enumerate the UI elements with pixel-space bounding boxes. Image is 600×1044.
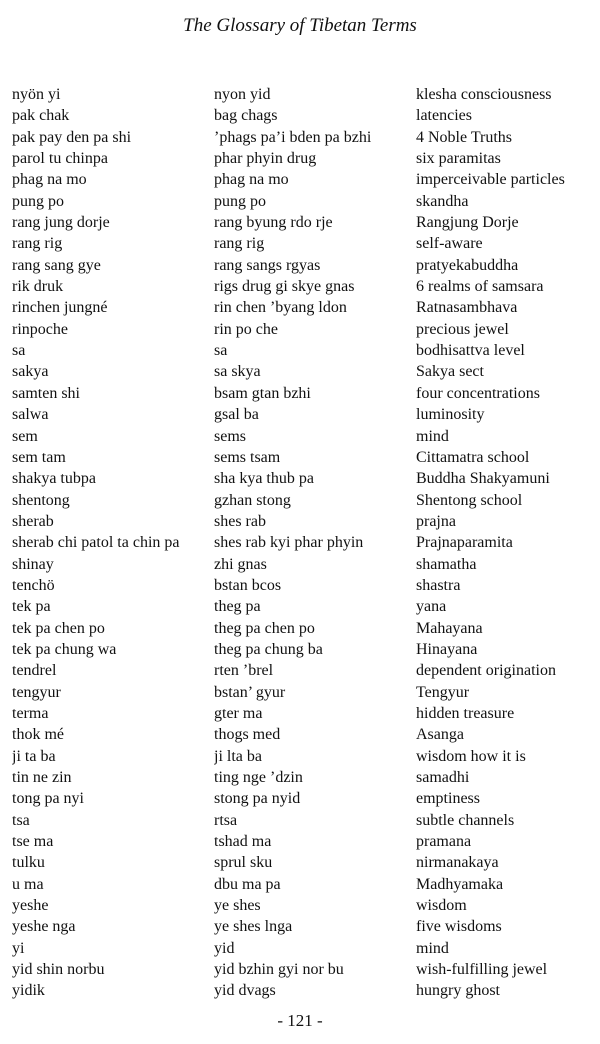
phonetic-term: yidik [12, 982, 45, 1000]
glossary-table [12, 84, 600, 1002]
glossary-row [12, 810, 600, 831]
english-translation: 4 Noble Truths [416, 128, 513, 146]
english-translation: latencies [416, 107, 472, 125]
english-translation: klesha consciousness [416, 86, 552, 103]
phonetic-term: yeshe [12, 897, 49, 915]
wylie-transliteration: shes rab [214, 512, 266, 530]
glossary-row [12, 831, 600, 852]
glossary-row [12, 746, 600, 767]
english-translation: samadhi [416, 769, 470, 786]
phonetic-term: ji ta ba [12, 747, 56, 765]
english-translation: dependent origination [416, 662, 556, 680]
english-translation: Tengyur [416, 683, 470, 701]
phonetic-term: tek pa [12, 598, 51, 616]
phonetic-term: nyön yi [12, 86, 61, 103]
wylie-transliteration: yid [214, 939, 235, 957]
glossary-row [12, 916, 600, 937]
english-translation: Hinayana [416, 640, 478, 658]
glossary-row [12, 361, 600, 382]
glossary-row [12, 447, 600, 468]
phonetic-term: pak chak [12, 107, 70, 125]
phonetic-term: rik druk [12, 278, 64, 296]
phonetic-term: tulku [12, 854, 45, 872]
running-header: The Glossary of Tibetan Terms [183, 15, 417, 36]
english-translation: hidden treasure [416, 704, 515, 722]
english-translation: Madhyamaka [416, 875, 504, 893]
phonetic-term: sherab chi patol ta chin pa [12, 534, 180, 552]
wylie-transliteration: sprul sku [214, 854, 273, 872]
glossary-row [12, 340, 600, 361]
phonetic-term: shakya tubpa [12, 470, 96, 488]
english-translation: hungry ghost [416, 982, 500, 1000]
glossary-row [12, 980, 600, 1001]
glossary-row [12, 895, 600, 916]
english-translation: shastra [416, 576, 461, 594]
phonetic-term: tin ne zin [12, 769, 72, 786]
english-translation: Ratnasambhava [416, 299, 518, 317]
wylie-transliteration: rang byung rdo rje [214, 214, 333, 232]
english-translation: precious jewel [416, 320, 509, 338]
glossary-row [12, 532, 600, 553]
english-translation: pramana [416, 833, 472, 851]
glossary-row [12, 191, 600, 212]
wylie-transliteration: theg pa chung ba [214, 640, 323, 658]
glossary-row [12, 233, 600, 254]
phonetic-term: tendrel [12, 662, 57, 680]
wylie-transliteration: yid dvags [214, 982, 276, 1000]
phonetic-term: yeshe nga [12, 918, 76, 936]
phonetic-term: yi [12, 939, 25, 957]
phonetic-term: sem tam [12, 448, 66, 466]
english-translation: imperceivable particles [416, 171, 565, 189]
wylie-transliteration: bag chags [214, 107, 278, 125]
glossary-row [12, 169, 600, 190]
glossary-row [12, 148, 600, 169]
phonetic-term: yid shin norbu [12, 961, 105, 979]
glossary-row [12, 788, 600, 809]
wylie-transliteration: bstan bcos [214, 576, 282, 594]
wylie-transliteration: shes rab kyi phar phyin [214, 534, 364, 552]
wylie-transliteration: zhi gnas [214, 555, 267, 573]
wylie-transliteration: nyon yid [214, 86, 271, 103]
wylie-transliteration: ye shes [214, 897, 261, 915]
glossary-row [12, 426, 600, 447]
english-translation: emptiness [416, 790, 480, 808]
glossary-row [12, 938, 600, 959]
phonetic-term: phag na mo [12, 171, 87, 189]
glossary-row [12, 212, 600, 233]
phonetic-term: rang jung dorje [12, 214, 110, 232]
wylie-transliteration: dbu ma pa [214, 875, 281, 893]
phonetic-term: tengyur [12, 683, 61, 701]
glossary-row [12, 511, 600, 532]
phonetic-term: shentong [12, 491, 70, 509]
english-translation: Mahayana [416, 619, 483, 637]
glossary-row [12, 767, 600, 788]
glossary-row [12, 490, 600, 511]
wylie-transliteration: rtsa [214, 811, 238, 829]
english-translation: Sakya sect [416, 363, 484, 381]
english-translation: four concentrations [416, 384, 540, 402]
english-translation: nirmanakaya [416, 854, 499, 872]
phonetic-term: sherab [12, 512, 54, 530]
glossary-row [12, 255, 600, 276]
phonetic-term: pak pay den pa shi [12, 128, 132, 146]
phonetic-term: salwa [12, 406, 49, 424]
wylie-transliteration: theg pa [214, 598, 261, 616]
wylie-transliteration: bsam gtan bzhi [214, 384, 311, 402]
glossary-row [12, 554, 600, 575]
phonetic-term: tsa [12, 811, 30, 829]
glossary-row [12, 84, 600, 105]
wylie-transliteration: stong pa nyid [214, 790, 301, 808]
phonetic-term: tong pa nyi [12, 790, 84, 808]
glossary-row [12, 319, 600, 340]
english-translation: six paramitas [416, 150, 501, 168]
phonetic-term: terma [12, 704, 49, 722]
wylie-transliteration: yid bzhin gyi nor bu [214, 961, 344, 979]
wylie-transliteration: gter ma [214, 704, 263, 722]
wylie-transliteration: ye shes lnga [214, 918, 293, 936]
wylie-transliteration: thogs med [214, 726, 281, 744]
glossary-row [12, 276, 600, 297]
english-translation: Asanga [416, 726, 464, 744]
glossary-row [12, 404, 600, 425]
english-translation: luminosity [416, 406, 485, 424]
phonetic-term: tek pa chung wa [12, 640, 117, 658]
glossary-row [12, 682, 600, 703]
wylie-transliteration: rin chen ’byang ldon [214, 299, 347, 317]
glossary-row [12, 639, 600, 660]
wylie-transliteration: sa [214, 342, 228, 360]
english-translation: Cittamatra school [416, 448, 530, 466]
english-translation: self-aware [416, 235, 483, 253]
english-translation: pratyekabuddha [416, 256, 519, 274]
glossary-row [12, 852, 600, 873]
glossary-row [12, 105, 600, 126]
wylie-transliteration: pung po [214, 192, 266, 210]
glossary-row [12, 468, 600, 489]
glossary-row [12, 724, 600, 745]
phonetic-term: tse ma [12, 833, 54, 851]
phonetic-term: pung po [12, 192, 64, 210]
english-translation: 6 realms of samsara [416, 278, 544, 296]
wylie-transliteration: rten ’brel [214, 662, 274, 680]
page-number: - 121 - [277, 1011, 323, 1030]
english-translation: bodhisattva level [416, 342, 525, 360]
glossary-row [12, 959, 600, 980]
english-translation: five wisdoms [416, 918, 502, 936]
wylie-transliteration: phag na mo [214, 171, 289, 189]
phonetic-term: shinay [12, 555, 54, 573]
phonetic-term: parol tu chinpa [12, 150, 108, 168]
phonetic-term: rinpoche [12, 320, 68, 338]
wylie-transliteration: tshad ma [214, 833, 272, 851]
phonetic-term: rang sang gye [12, 256, 101, 274]
glossary-row [12, 874, 600, 895]
phonetic-term: rinchen jungné [12, 299, 108, 317]
wylie-transliteration: phar phyin drug [214, 150, 317, 168]
english-translation: Shentong school [416, 491, 523, 509]
wylie-transliteration: sems tsam [214, 448, 281, 466]
phonetic-term: sa [12, 342, 26, 360]
glossary-row [12, 660, 600, 681]
wylie-transliteration: rang rig [214, 235, 265, 253]
phonetic-term: samten shi [12, 384, 80, 402]
wylie-transliteration: ji lta ba [214, 747, 262, 765]
wylie-transliteration: sa skya [214, 363, 261, 381]
english-translation: yana [416, 598, 447, 616]
phonetic-term: rang rig [12, 235, 63, 253]
english-translation: prajna [416, 512, 456, 530]
wylie-transliteration: ting nge ’dzin [214, 769, 303, 786]
phonetic-term: tenchö [12, 576, 55, 594]
wylie-transliteration: theg pa chen po [214, 619, 315, 637]
phonetic-term: u ma [12, 875, 44, 893]
wylie-transliteration: bstan’ gyur [214, 683, 286, 701]
english-translation: Rangjung Dorje [416, 214, 519, 232]
english-translation: mind [416, 427, 449, 445]
english-translation: wish-fulfilling jewel [416, 961, 548, 979]
glossary-row [12, 596, 600, 617]
wylie-transliteration: gsal ba [214, 406, 259, 424]
wylie-transliteration: rigs drug gi skye gnas [214, 278, 355, 296]
glossary-row [12, 575, 600, 596]
glossary-row [12, 127, 600, 148]
glossary-row [12, 383, 600, 404]
english-translation: skandha [416, 192, 469, 210]
wylie-transliteration: ’phags pa’i bden pa bzhi [214, 128, 372, 146]
english-translation: subtle channels [416, 811, 515, 829]
english-translation: Prajnaparamita [416, 534, 513, 552]
wylie-transliteration: sha kya thub pa [214, 470, 314, 488]
wylie-transliteration: rang sangs rgyas [214, 256, 321, 274]
english-translation: Buddha Shakyamuni [416, 470, 550, 488]
wylie-transliteration: sems [214, 427, 246, 445]
phonetic-term: tek pa chen po [12, 619, 105, 637]
wylie-transliteration: rin po che [214, 320, 278, 338]
english-translation: shamatha [416, 555, 477, 573]
english-translation: mind [416, 939, 449, 957]
wylie-transliteration: gzhan stong [214, 491, 291, 509]
phonetic-term: sakya [12, 363, 49, 381]
glossary-row [12, 703, 600, 724]
phonetic-term: thok mé [12, 726, 64, 744]
english-translation: wisdom how it is [416, 747, 526, 765]
glossary-row [12, 618, 600, 639]
glossary-row [12, 297, 600, 318]
phonetic-term: sem [12, 427, 38, 445]
english-translation: wisdom [416, 897, 467, 915]
